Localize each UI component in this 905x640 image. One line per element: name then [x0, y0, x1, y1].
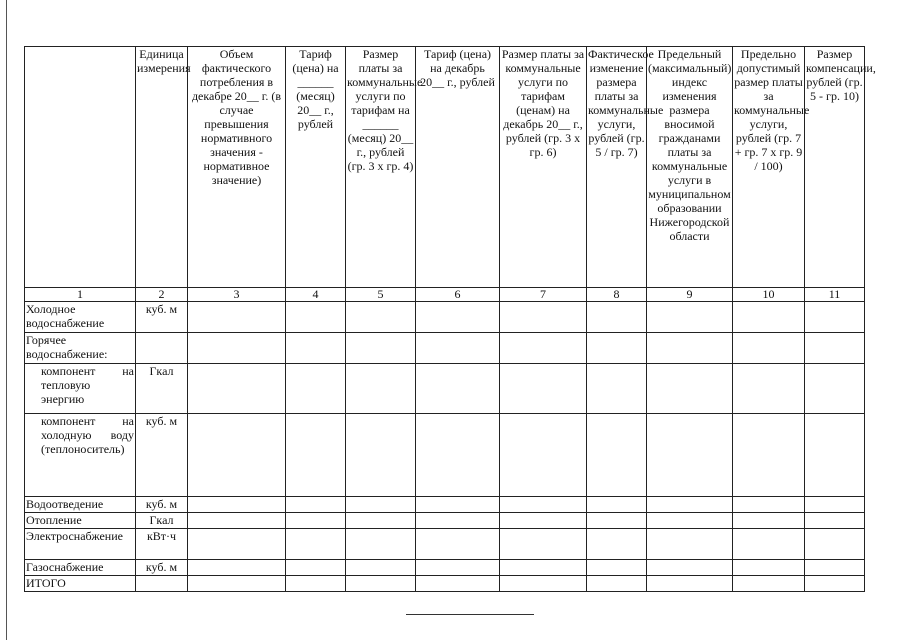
table-cell [346, 364, 416, 414]
table-cell [733, 414, 805, 497]
table-cell [500, 364, 587, 414]
header-cell-10: Предельно допустимый размер платы за коммунальные услуги, рублей (гр. 7 + гр. 7 x гр. 9 / 100) [733, 47, 805, 288]
table-cell [188, 497, 286, 513]
column-number: 1 [25, 288, 136, 302]
table-cell [346, 513, 416, 529]
row-unit: куб. м [136, 302, 188, 333]
table-cell [286, 497, 346, 513]
table-cell [416, 576, 500, 592]
table-cell [805, 497, 865, 513]
table-cell [346, 576, 416, 592]
table-row [25, 333, 865, 364]
table-cell [587, 576, 647, 592]
header-cell-11: Размер компенсации, рублей (гр. 5 - гр. 10) [805, 47, 865, 288]
row-unit: Гкал [136, 364, 188, 414]
table-cell [733, 560, 805, 576]
table-cell [346, 529, 416, 560]
table-cell [346, 414, 416, 497]
row-unit: куб. м [136, 497, 188, 513]
compensation-table [24, 46, 876, 592]
table-cell [286, 529, 346, 560]
column-number: 8 [587, 288, 647, 302]
table-cell [733, 576, 805, 592]
table-cell [647, 529, 733, 560]
table-cell [416, 560, 500, 576]
column-number-row [25, 288, 865, 302]
table-cell [416, 513, 500, 529]
table-cell [346, 302, 416, 333]
header-cell-9: Предельный (максимальный) индекс изменения размера вносимой гражданами платы за коммунальные услуги в муниципальном образовании Нижегородской области [647, 47, 733, 288]
row-unit [136, 333, 188, 364]
table-cell [346, 333, 416, 364]
table-cell [733, 333, 805, 364]
table-cell [188, 576, 286, 592]
header-cell-6: Тариф (цена) на декабрь 20__ г., рублей [416, 47, 500, 288]
column-number: 10 [733, 288, 805, 302]
table-cell [286, 576, 346, 592]
table-cell [805, 364, 865, 414]
table-row [25, 560, 865, 576]
table-cell [587, 560, 647, 576]
row-unit: куб. м [136, 560, 188, 576]
table-cell [500, 513, 587, 529]
table-cell [587, 513, 647, 529]
table-cell [647, 560, 733, 576]
table-cell [346, 497, 416, 513]
table-cell [188, 414, 286, 497]
column-number: 11 [805, 288, 865, 302]
table-cell [286, 560, 346, 576]
table-cell [500, 497, 587, 513]
column-number: 3 [188, 288, 286, 302]
column-number: 9 [647, 288, 733, 302]
table-cell [733, 364, 805, 414]
table-cell [647, 576, 733, 592]
column-number: 4 [286, 288, 346, 302]
header-cell-5: Размер платы за коммунальные услуги по тарифам на ______ (месяц) 20__ г., рублей (гр. 3 x гр. 4) [346, 47, 416, 288]
table-cell [805, 414, 865, 497]
table-cell [188, 302, 286, 333]
table-cell [416, 302, 500, 333]
row-label: Электроснабжение [25, 529, 136, 560]
header-cell-1 [25, 47, 136, 288]
column-number: 6 [416, 288, 500, 302]
header-cell-3: Объем фактического потребления в декабре 20__ г. (в случае превышения нормативного значения - нормативное значение) [188, 47, 286, 288]
row-label: Газоснабжение [25, 560, 136, 576]
table-cell [805, 560, 865, 576]
table-cell [733, 302, 805, 333]
margin-rule [6, 0, 7, 640]
row-label: компонент на холодную воду (теплоноситель) [25, 414, 136, 497]
table-cell [587, 414, 647, 497]
table-cell [188, 513, 286, 529]
row-label: Водоотведение [25, 497, 136, 513]
row-unit: Гкал [136, 513, 188, 529]
table-cell [286, 333, 346, 364]
table-cell [346, 560, 416, 576]
table-cell [416, 364, 500, 414]
table-cell [805, 529, 865, 560]
row-unit: куб. м [136, 414, 188, 497]
table-cell [647, 414, 733, 497]
row-label: Горячее водоснабжение: [25, 333, 136, 364]
column-number: 7 [500, 288, 587, 302]
table-cell [286, 364, 346, 414]
table-cell [500, 529, 587, 560]
table-row [25, 414, 865, 497]
table-cell [805, 302, 865, 333]
table-cell [647, 364, 733, 414]
table-cell [587, 529, 647, 560]
table-cell [500, 302, 587, 333]
table-cell [805, 576, 865, 592]
table-cell [286, 513, 346, 529]
table-cell [188, 333, 286, 364]
table-cell [805, 333, 865, 364]
table-cell [286, 414, 346, 497]
row-unit [136, 576, 188, 592]
table-cell [733, 513, 805, 529]
column-number: 2 [136, 288, 188, 302]
table-cell [286, 302, 346, 333]
table-cell [647, 333, 733, 364]
table-cell [416, 414, 500, 497]
table-cell [805, 513, 865, 529]
row-label: компонент на тепловую энергию [25, 364, 136, 414]
row-label: ИТОГО [25, 576, 136, 592]
table-cell [416, 529, 500, 560]
table-cell [587, 302, 647, 333]
header-cell-8: Фактическое изменение размера платы за коммунальные услуги, рублей (гр. 5 / гр. 7) [587, 47, 647, 288]
table-cell [188, 560, 286, 576]
table-cell [733, 529, 805, 560]
table-cell [500, 560, 587, 576]
table-cell [647, 497, 733, 513]
footer-rule [406, 614, 534, 615]
table-cell [587, 364, 647, 414]
table-cell [500, 576, 587, 592]
table-cell [416, 333, 500, 364]
table-cell [733, 497, 805, 513]
table-cell [188, 364, 286, 414]
header-cell-7: Размер платы за коммунальные услуги по тарифам (ценам) на декабрь 20__ г., рублей (гр. 3 x гр. 6) [500, 47, 587, 288]
row-label: Отопление [25, 513, 136, 529]
table-cell [587, 333, 647, 364]
table-row [25, 529, 865, 560]
table-cell [647, 513, 733, 529]
table-cell [188, 529, 286, 560]
row-unit: кВт·ч [136, 529, 188, 560]
table-cell [416, 497, 500, 513]
header-row [25, 47, 865, 288]
table-cell [500, 414, 587, 497]
row-label: Холодное водоснабжение [25, 302, 136, 333]
table-row [25, 497, 865, 513]
table-cell [500, 333, 587, 364]
table-cell [647, 302, 733, 333]
table-row [25, 576, 865, 592]
table-row [25, 513, 865, 529]
table-cell [587, 497, 647, 513]
table-row [25, 302, 865, 333]
table-row [25, 364, 865, 414]
header-cell-2: Единица измерения [136, 47, 188, 288]
column-number: 5 [346, 288, 416, 302]
header-cell-4: Тариф (цена) на ______ (месяц) 20__ г., рублей [286, 47, 346, 288]
